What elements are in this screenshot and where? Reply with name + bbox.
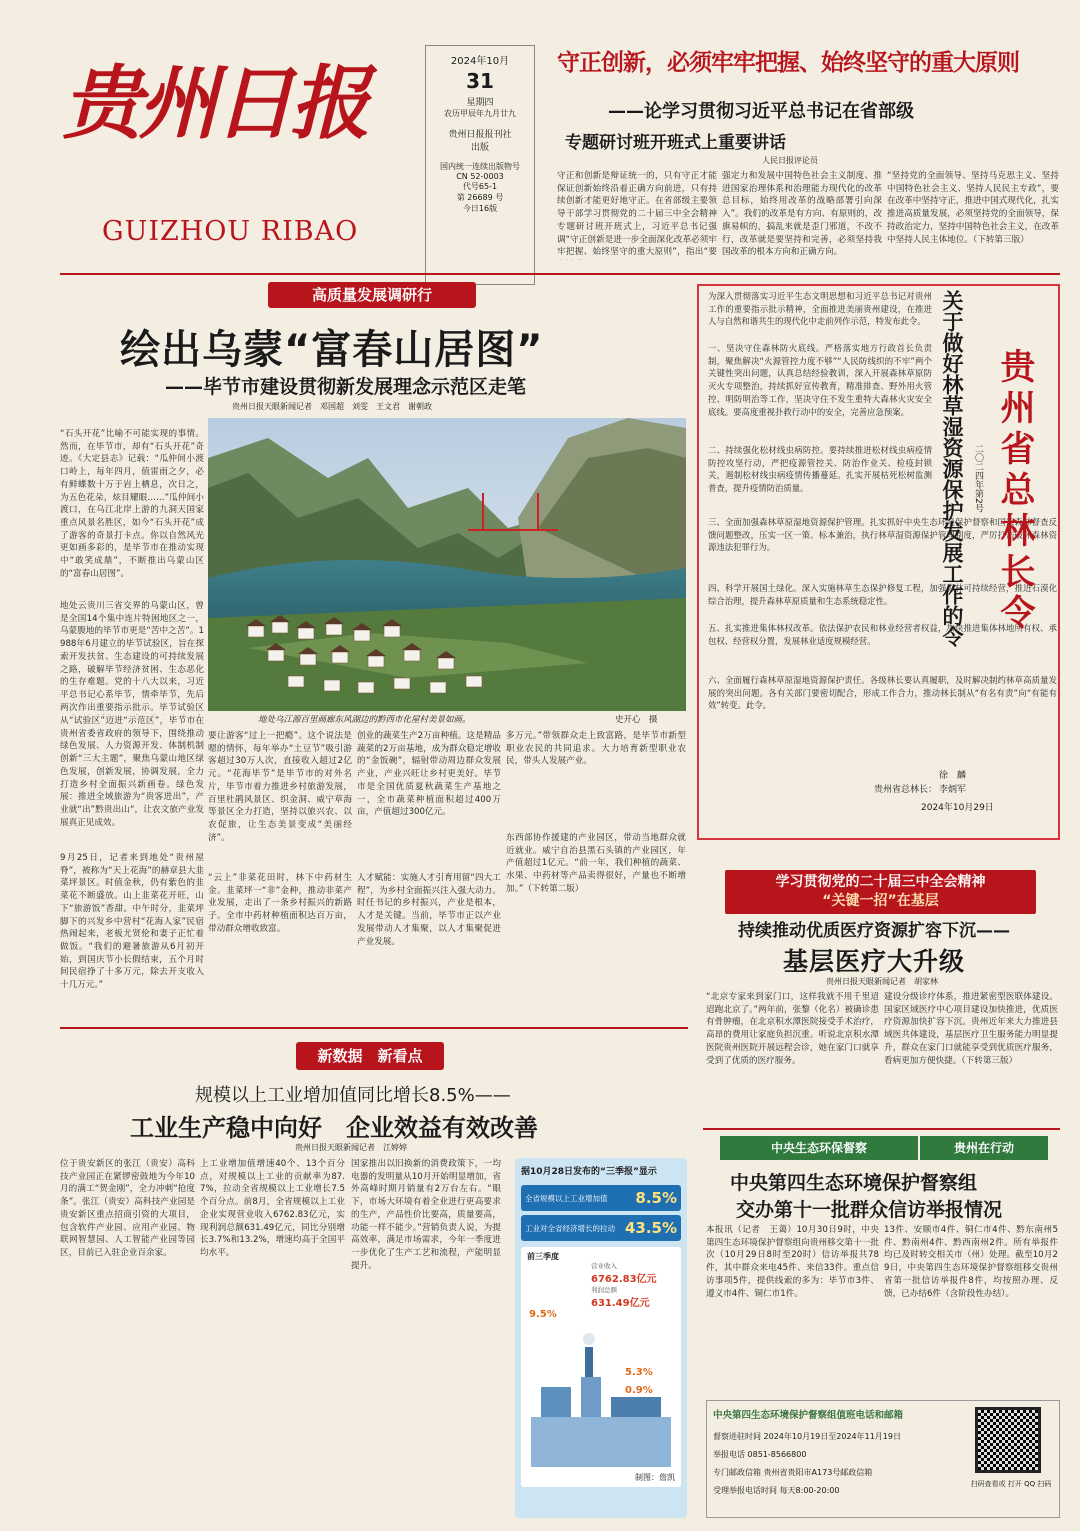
cn-number: CN 52-0003 [456, 172, 504, 181]
order-signer-name2: 李炳军 [939, 785, 967, 795]
date-weekday: 星期四 [466, 98, 494, 108]
industry-subhead: 规模以上工业增加值同比增长8.5%—— [195, 1085, 511, 1106]
medical-byline: 贵州日报天眼新闻记者 胡家林 [826, 977, 938, 986]
stat4-value: 5.3% [625, 1367, 653, 1378]
inspection-headline2: 交办第十一批群众信访举报情况 [736, 1199, 1003, 1221]
right-divider [703, 1128, 1060, 1130]
medical-headline: 基层医疗大升级 [783, 947, 966, 976]
feature-tag: 高质量发展调研行 [268, 282, 476, 308]
top-story-subhead1: ——论学习贯彻习近平总书记在省部级 [608, 101, 914, 122]
inspection-col1: 本报讯（记者 王蔼）10月30日9时，中央第四生态环境保护督察组向贵州移交第十一批次（10月29日8时至20时）信访举报共78件，其中群众来电45件、来信33件。重点信访事项5件，提供线索的多为：毕节市3件、遵义市4件、铜仁市1件。 [706, 1225, 879, 1299]
stat3-value: 9.5% [529, 1309, 557, 1320]
top-story-col2: 强定力和发展中国特色社会主义制度、推进国家治理体系和治理能力现代化的改革总目标，始终用改革的战略部署引向深入”。我们的改革是有方向、有原则的，改旗易帜的，搞乱来就是歪门邪道，不改不行，改革就是要坚持和完善，必须坚持我国改革的根本方向和正确方向。 [722, 171, 882, 258]
publisher: 贵州日报报刊社 [448, 130, 512, 140]
plenary-banner [725, 870, 1036, 914]
qr-caption: 扫码查看或 打开 QQ 扫码 [970, 1480, 1052, 1488]
feature-col3-b: 人才赋能：实施人才引育用留“四大工程”，为乡村全面振兴注入强大动力。时任书记的乡村振兴，产业是根本，人才是关键。当前，毕节市正以产业发展带动人才集聚，以人才集聚促进产业发展。 [357, 873, 501, 947]
feature-col3-a: 创业的蔬菜生产2万亩种植。这是精品蔬菜的2万亩基地，成为群众稳定增收的“金饭碗”，辐射带动周边群众发展产业，产业兴旺让乡村更美好。毕节市是全国优质夏秋蔬菜生产基地之一，全市蔬菜种植面积超过400万亩，产值超过300亿元。 [357, 731, 501, 818]
top-story-col3: “坚持党的全面领导、坚持马克思主义、坚持中国特色社会主义、坚持人民民主专政”，要在改革中坚持守正，推进中国式现代化，扎实推进高质量发展，必须坚持党的全面领导，保持政治定力，坚持中国特色社会主义，在改革中坚持人民主体地位。（下转第三版） [887, 171, 1059, 245]
plenary-banner-title: 学习贯彻党的二十届三中全会精神 [775, 874, 986, 890]
medical-col1: “北京专家来到家门口，这样我就不用千里迢迢跑北京了。”两年前，张黎（化名）被确诊患有骨肿瘤，在北京积水潭医院接受手术治疗，高昂的费用让家庭负担沉重。听说北京积水潭医院贵州医院开展远程会诊，她在家门口就享受到了优质的医疗服务。 [706, 992, 879, 1066]
row2-label: 工业对全省经济增长的拉动 [525, 1223, 615, 1233]
serial-label: 国内统一连续出版物号 [440, 162, 520, 171]
order-signer-role: 贵州省总林长： [874, 785, 938, 795]
infographic-row1 [521, 1185, 681, 1211]
feature-subhead: ——毕节市建设贯彻新发展理念示范区走笔 [165, 376, 527, 398]
code-number: 代号65-1 [462, 182, 498, 191]
order-para6: 五、扎实推进集体林权改革。依法保护农民和林业经营者权益，加快推进集体林地所有权、承包权、经营权分置，发展林业适度规模经营。 [708, 623, 1057, 646]
panel-title: 前三季度 [527, 1252, 559, 1261]
inspection-banner [720, 1136, 1048, 1160]
order-para3: 二、持续强化松材线虫病防控。要持续推进松材线虫病疫情防控攻坚行动，严把疫源管控关、防治作业关、检疫封锁关，遏制松材线虫病疫情传播蔓延。扎实开展枯死松树监测普查，提升疫情防治质量。 [708, 445, 932, 494]
infographic-panel [521, 1247, 681, 1487]
lower-divider [60, 1027, 688, 1029]
industry-col1: 位于贵安新区的张江（贵安）高科技产业园正在紧锣密鼓地为今年10月的满工“贺金刚”，全力冲刺“抢度条”。张江（贵安）高科技产业园是贵安新区重点招商引资的大项目，包含软件产业园、应用产业园、物联网智慧园、人工智能产业园等园区，目前已入驻企业百余家。 [60, 1159, 195, 1258]
top-story-headline: 守正创新，必须牢牢把握、始终坚守的重大原则 [557, 50, 1019, 76]
photo-caption: 地处乌江源百里画廊东风湖边的黔西市化屋村美景如画。 [258, 715, 471, 725]
top-story-subhead2: 专题研讨班开班式上重要讲话 [565, 133, 786, 153]
medical-subhead: 持续推动优质医疗资源扩容下沉—— [738, 921, 1010, 941]
top-story-byline: 人民日报评论员 [762, 156, 818, 165]
masthead [62, 28, 417, 258]
publish-label: 出版 [470, 143, 489, 153]
stat1-value: 6762.83亿元 [591, 1274, 657, 1285]
stat5-value: 0.9% [625, 1385, 653, 1396]
order-para2: 一、坚决守住森林防火底线。严格落实地方行政首长负责制，聚焦解决“火源管控力度不够”“人民防线织的不牢”两个关键性突出问题，认真总结经验教训，深入开展森林草原防灭火专项整治，持续抓好宣传教育，精准排查、野外用火管控、明防明治等工作，坚决守住不发生重特大森林火灾安全底线。要高度重视扑救行动中的安全，完善应急预案。 [708, 343, 932, 417]
feature-col1-b: 地处云贵川三省交界的乌蒙山区，曾是全国14个集中连片特困地区之一，乌蒙腹地的毕节市更是“苦中之苦”。1988年6月建立的毕节试验区，旨在探索开发扶贫、生态建设的可持续发展之路，破解毕节经济贫困、生态恶化的生存难题。党的十八大以来，习近平总书记心系毕节，情牵毕节，先后两次作出重要指示批示。毕节试验区 [60, 601, 204, 713]
infographic [515, 1158, 687, 1518]
feature-col2-a: 要让游客“过上一把瘾”。这个说法是嗯的情怀，每年举办“土豆节”吸引游客超过30万人次，直接收入超过2亿元。“花海毕节”是毕节市的对外名片，毕节市着力推进乡村旅游发展，百里杜鹃风景区、织金洞、威宁草海等景区全力打造，坚持以旅兴农、以农促旅，让生态美景变成“美丽经济”。 [208, 731, 352, 843]
feature-photo [208, 418, 686, 711]
inspection-banner-right: 贵州在行动 [918, 1136, 1048, 1160]
order-date: 2024年10月29日 [921, 803, 994, 813]
photo-credit: 史开心 摄 [615, 715, 658, 725]
date-year-month: 2024年10月 [450, 56, 510, 67]
industry-col2: 上工业增加值增速40个、13个百分点，对规模以上工业的贡献率为87.7%，拉动全省规模以上工业增长7.5个百分点。前8月，全省规模以上工业企业实现营业收入6762.83亿元，实现利润总额631.49亿元，同比分别增长3.7%和13.2%，增速均高于全国平均水平。 [200, 1159, 345, 1258]
row1-value: 8.5% [635, 1189, 677, 1207]
date-lunar: 农历甲辰年九月廿九 [444, 109, 516, 118]
feature-byline: 贵州日报天眼新闻记者 邓国超 刘雯 王文君 谢朝政 [232, 402, 432, 411]
industry-col3: 国家推出以旧换新的消费政策下，一均电器的发明量从10月开始明显增加，省外高峰时期月销量有2万台左右。“眼下，市场大环境有着全业进行更高要求的生产，产品性价比要高，质量要高，功能一样不能少。”营销负责人说，为提高效率，满足市场需求，今年一季度进一步优化了生产工艺和流程，产能明显提升。 [351, 1159, 501, 1271]
masthead-divider [60, 273, 1060, 275]
hotline-line2: 举报电话 0851-8566800 [713, 1450, 807, 1459]
inspection-headline1: 中央第四生态环境保护督察组 [730, 1172, 978, 1194]
hotline-line3: 专门邮政信箱 贵州省贵阳市A173号邮政信箱 [713, 1468, 873, 1477]
stat1-label: 营业收入 [591, 1262, 617, 1270]
order-para4: 三、全面加强森林草原湿地资源保护管理。扎实抓好中央生态环境保护督察和国家森林督查反馈问题整改，压实一区一策、标本兼治，执行林草湿资源保护管理制度，严厉打击破坏森林资源违法犯罪行为。 [708, 517, 1057, 553]
order-para5: 四、科学开展国土绿化。深入实施林草生态保护修复工程，加强森林可持续经营，推进石漠化综合治理，提升森林草原质量和生态系统稳定性。 [708, 583, 1057, 606]
page-count: 今日16版 [462, 204, 498, 213]
masthead-pinyin: GUIZHOU RIBAO [102, 216, 359, 247]
issue-number: 第 26689 号 [456, 193, 504, 202]
order-number: 二〇二四年第2号 [973, 444, 983, 513]
order-para1: 为深入贯彻落实习近平生态文明思想和习近平总书记对贵州工作的重要指示批示精神，全面推进美丽贵州建设，在推进人与自然和谐共生的现代化中走前列作示范，特发布此令。 [708, 291, 932, 327]
hotline-title: 中央第四生态环境保护督察组值班电话和邮箱 [713, 1410, 904, 1421]
industry-byline: 贵州日报天眼新闻记者 江婷婷 [295, 1143, 407, 1152]
factory-illustration [521, 1307, 681, 1477]
row1-label: 全省规模以上工业增加值 [525, 1193, 608, 1203]
infographic-credit: 制图：詹凯 [635, 1473, 675, 1482]
qr-code[interactable] [975, 1407, 1041, 1473]
forest-order-box [697, 284, 1060, 840]
inspection-col2: 13件、安顺市4件、铜仁市4件、黔东南州5件、黔南州4件、黔西南州2件。所有举报件均已及时转交相关市（州）处理。截至10月29日，中央第四生态环境保护督察组移交贵州省第一批信访举报件8件，均按照办理、反馈，已办结6件（含阶段性办结）。 [884, 1225, 1058, 1299]
feature-col1-d: 9月25日，记者来到地处“贵州屋脊”，被称为“天上花海”的赫章县大韭菜坪景区。时值金秋，仍有紫色的韭菜花不断盛放。山上韭菜花开旺，山下“旅游饭”香甜。中午时分，韭菜坪脚下的兴发乡中营村“花海人家”民宿热闹起来，老板尤贤伦和妻子正忙着做饭。“我们的避暑旅游从6月初开始，到国庆节小长假结束，五个月时间民宿挣了十多万元，除去开支收入十几万元。” [60, 853, 204, 991]
order-sub-title: 关于做好林草湿资源保护发展工作的令 [940, 290, 964, 647]
masthead-title: 贵州日报 [62, 56, 366, 150]
stat2-label: 利润总额 [591, 1286, 617, 1294]
landscape-photo [208, 418, 686, 711]
industry-headline: 工业生产稳中向好 企业效益有效改善 [130, 1114, 538, 1142]
hotline-line1: 督察进驻时间 2024年10月19日至2024年11月19日 [713, 1432, 901, 1441]
date-day: 31 [466, 69, 494, 93]
feature-col2-b: “云上”非菜花田时，林下中药材生金。韭菜坪一“非”金种，推动非菜产业发展，走出了一条乡村振兴的新路子。全市中药材种植面积达百万亩，带动群众增收致富。 [208, 873, 352, 934]
inspection-banner-left: 中央生态环保督察 [720, 1136, 918, 1160]
order-signer-name1: 徐 麟 [939, 771, 967, 781]
top-story-col1: 守正和创新是辩证统一的，只有守正才能保证创新始终沿着正确方向前进，只有持续创新才能更好地守正。在省部级主要领导干部学习贯彻党的二十届三中全会精神专题研讨班开班式上，习近平总书记强调“守正创新是进一步全面深化改革必须牢牢把握、始终坚守的重大原则”，指出“要 [557, 171, 717, 258]
feature-col4-a: 多万元。”带领群众走上致富路，是毕节市新型职业农民的共同追求。大力培育新型职业农民，带头人发展产业。 [506, 731, 686, 767]
feature-col4-b: 东西部协作援建的产业园区，带动当地群众就近就业。威宁自治县黑石头镇的产业园区，年产值超过1亿元。“前一年，我们种植的蔬菜、水果、中药材等产品卖得很好，产量也不断增加。”（下转第二版） [506, 833, 686, 894]
order-title: 贵州省总林长令 [995, 348, 1035, 635]
stat2-value: 631.49亿元 [591, 1298, 650, 1309]
hotline-line4: 受理举报电话时间 每天8:00-20:00 [713, 1486, 840, 1495]
industry-tag: 新数据 新看点 [296, 1042, 444, 1070]
feature-col1-c: 从“试验区”迈进“示范区”，毕节市在贵州省委省政府的领导下，围绕推动绿色发展、人力资源开发、体制机制创新“三大主题”，聚焦乌蒙山地区绿色发展，创新发展，协调发展，全力打造乡村全面振兴新画卷。绿色发展：推进全域旅游为“贵客进出”，产业就“出”黔贵出山“，让农文旅产业发展真正见成效。 [60, 716, 204, 828]
row2-value: 43.5% [624, 1219, 677, 1237]
feature-headline: 绘出乌蒙“富春山居图” [120, 327, 544, 373]
infographic-row2 [521, 1215, 681, 1241]
order-para7: 六、全面履行森林草原湿地资源保护责任。各级林长要认真履职，及时解决制约林草高质量发展的突出问题。各有关部门要密切配合，形成工作合力，推动林长制从“有名有责”向“有能有效”转变。此令。 [708, 675, 1057, 711]
feature-col1-a: “石头开花”比喻不可能实现的事情。然而，在毕节市，却有“石头开花”奇迹。《大定县志》记载：“瓜仲间小渡口岭上，每年四月，值雷雨之夕，必有鲜蝶数十万于岩上栖息，次日之，为五色花朵，炫目耀眼……”瓜仲间小渡口，在乌江北岸上游的九洞天国家重点风景名胜区，如今“石头开花”成了游客的奇景打卡点。你以自然风光更如画多彩的，是毕节市在推动实现中“敢笑成鼎”，不断推出乌蒙山区的“富春山居图”。 [60, 429, 204, 579]
date-box [425, 45, 535, 285]
medical-col2: 建设分级诊疗体系，推进紧密型医联体建设。国家区域医疗中心项目建设加快推进，优质医疗资源加快扩容下沉。贵州近年来大力推进县域医共体建设，基层医疗卫生服务能力明显提升，群众在家门口就能享受到优质医疗服务，看病更加方便快捷。（下转第三版） [884, 992, 1058, 1066]
infographic-title: 据10月28日发布的“三季报”显示 [521, 1167, 657, 1177]
hotline-box [706, 1400, 1060, 1518]
plenary-banner-sub: “关键一招”在基层 [822, 893, 939, 909]
panel-stat1 [591, 1261, 679, 1309]
